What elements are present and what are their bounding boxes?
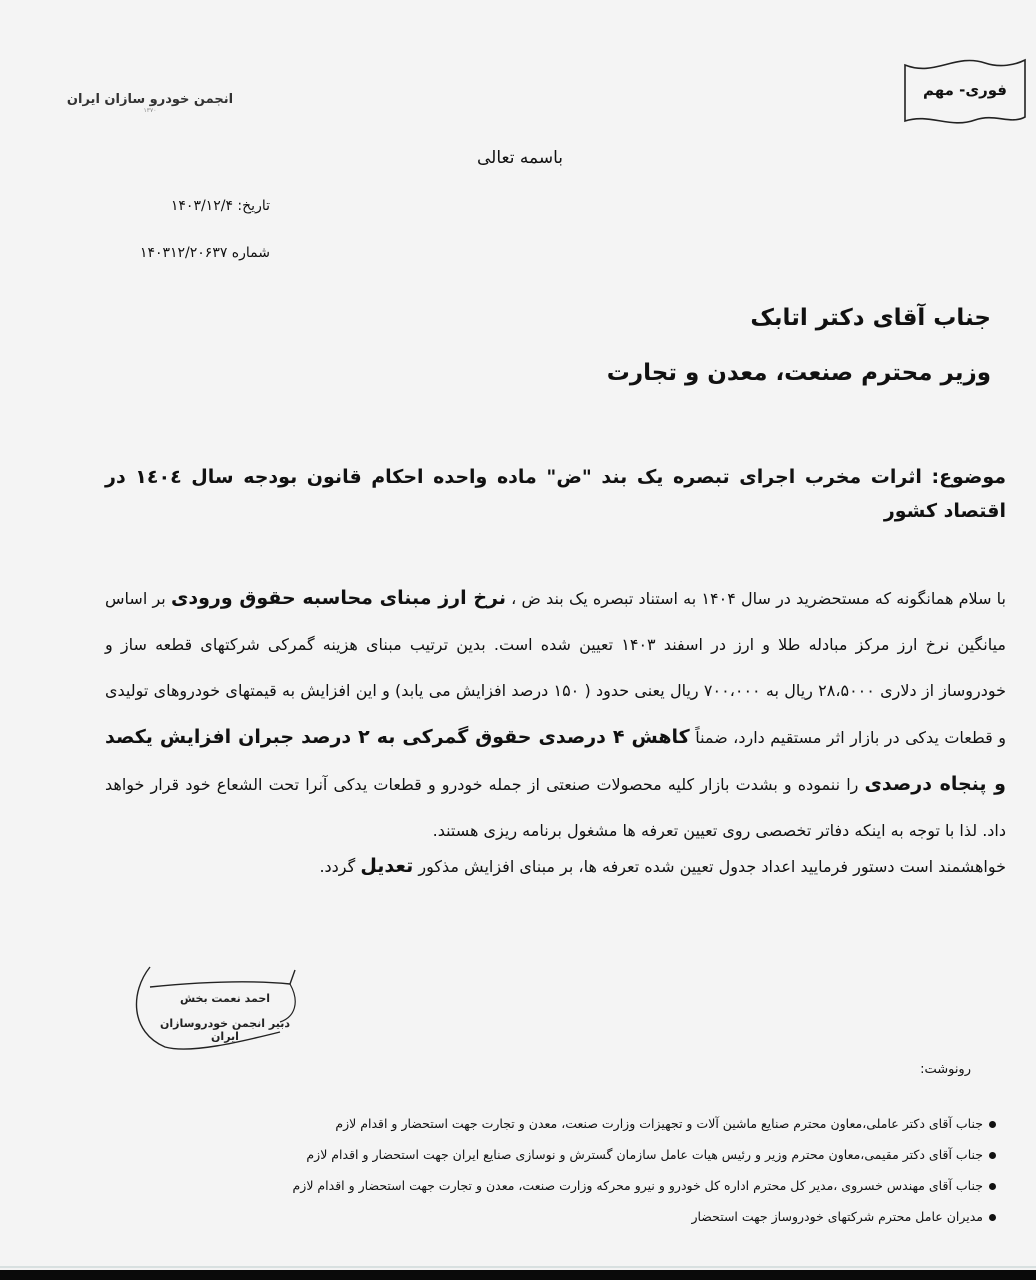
highlight-adjust: تعدیل bbox=[360, 855, 414, 877]
letter-date: تاریخ: ۱۴۰۳/۱۲/۴ bbox=[170, 198, 270, 214]
highlight-tariff-reduction: کاهش ۴ درصدی حقوق گمرکی به ۲ درصد جبران افزایش یکصد و پنجاه درصدی bbox=[105, 726, 1006, 795]
letterhead bbox=[40, 92, 260, 142]
body-paragraph-1: با سلام همانگونه که مستحضرید در سال ۱۴۰۴ به استناد تبصره یک بند ض ، نرخ ارز مبنای محاسبه حقوق ورودی بر اساس میانگین نرخ ارز مرکز مبادله طلا و ارز در اسفند ۱۴۰۳ تعیین شده است. بدین ترتیب مبنای هزینه گمرکی شرکتهای قطعه ساز و خودروساز از دلاری ۲۸،۵۰۰۰ ریال به ۷۰۰،۰۰۰ ریال یعنی حدود ( ۱۵۰ درصد افزایش می یابد) و این افزایش به قیمتهای خودروهای تولیدی و قطعات یدکی در بازار اثر مستقیم دارد، ضمناً کاهش ۴ درصدی حقوق گمرکی به ۲ درصد جبران افزایش یکصد و پنجاه درصدی را ننموده و بشدت بازار کلیه محصولات صنعتی از جمله خودرو و قطعات یدکی آنرا تحت الشعاع خود قرار خواهد داد. لذا با توجه به اینکه دفاتر تخصصی روی تعیین تعرفه ها مشغول برنامه ریزی هستند. bbox=[105, 587, 1007, 840]
invocation: باسمه تعالی bbox=[477, 148, 563, 168]
bottom-border-thick bbox=[0, 1270, 1036, 1280]
cc-list bbox=[116, 1108, 996, 1232]
bottom-border-thin bbox=[0, 1266, 1036, 1268]
letter-subject: موضوع: اثرات مخرب اجرای تبصره یک بند "ض" ماده واحده احکام قانون بودجه سال ۱٤۰٤ در اقتصاد کشور bbox=[105, 466, 1006, 522]
cc-item: جناب آقای دکتر مقیمی،معاون محترم وزیر و رئیس هیات عامل سازمان گسترش و نوسازی صنایع ایران جهت استحضار و اقدام لازم bbox=[116, 1139, 996, 1170]
letter-number: شماره ۱۴۰۳۱۲/۲۰۶۳۷ bbox=[139, 245, 270, 261]
body-paragraph-2: خواهشمند است دستور فرمایید اعداد جدول تعیین شده تعرفه ها، بر مبنای افزایش مذکور تعدیل گردد. bbox=[319, 855, 1006, 877]
letter-body bbox=[105, 575, 1006, 885]
addressee-title: وزیر محترم صنعت، معدن و تجارت bbox=[606, 360, 991, 386]
addressee-name: جناب آقای دکتر اتابک bbox=[750, 305, 991, 331]
organization-sub: ۱۳۷۰ bbox=[143, 107, 157, 114]
urgent-label: فوری- مهم bbox=[922, 81, 1007, 99]
bullet-icon bbox=[989, 1152, 996, 1159]
cc-item: جناب آقای مهندس خسروی ،مدیر کل محترم اداره کل خودرو و نیرو محرکه وزارت صنعت، معدن و تجارت جهت استحضار و اقدام لازم bbox=[116, 1170, 996, 1201]
urgent-stamp bbox=[900, 55, 1030, 130]
signatory-name: احمد نعمت بخش bbox=[179, 992, 271, 1005]
bullet-icon bbox=[989, 1214, 996, 1221]
cc-item: جناب آقای دکتر عاملی،معاون محترم صنایع ماشین آلات و تجهیزات وزارت صنعت، معدن و تجارت جهت استحضار و اقدام لازم bbox=[116, 1108, 996, 1139]
bullet-icon bbox=[989, 1183, 996, 1190]
cc-label: رونوشت: bbox=[920, 1062, 971, 1077]
bullet-icon bbox=[989, 1121, 996, 1128]
cc-item: مدیران عامل محترم شرکتهای خودروساز جهت استحضار bbox=[116, 1201, 996, 1232]
highlight-exchange-rate: نرخ ارز مبنای محاسبه حقوق ورودی bbox=[170, 587, 506, 609]
signatory-title: دبیر انجمن خودروسازان ایران bbox=[160, 1017, 290, 1043]
organization-name: انجمن خودرو سازان ایران bbox=[66, 92, 234, 107]
signature-stamp bbox=[130, 962, 310, 1052]
